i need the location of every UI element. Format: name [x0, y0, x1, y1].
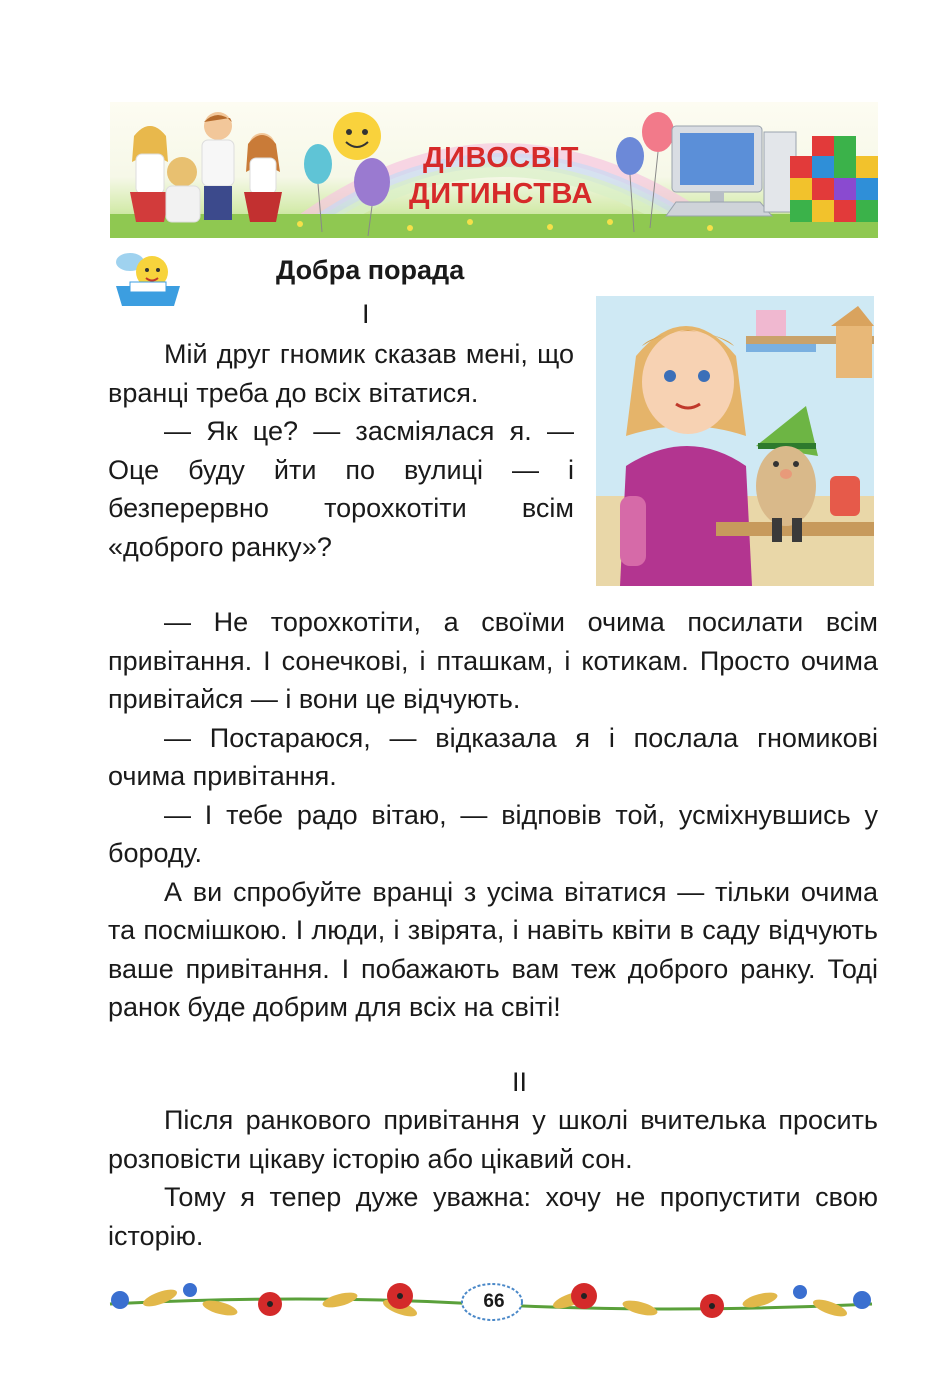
banner-title: [390, 140, 612, 212]
story-text-part2: [108, 1101, 878, 1255]
children-group: [130, 112, 282, 222]
story-text-wide: [108, 603, 878, 1027]
paragraph: Після ранкового привітання у школі вчителька просить розповісти цікаву історію або цікавий сон.: [108, 1105, 878, 1174]
paragraph: А ви спробуйте вранці з усіма вітатися — тільки очима та посмішкою. І люди, і звірята, і навіть квіти в саду відчують ваше привітання. І побажають вам теж доброго ранку. Тоді ранок буде добрим для всіх на світі!: [108, 876, 878, 1022]
paragraph: — Постараюся, — відказала я і послала гномикові очима привітання.: [108, 722, 878, 791]
toy-blocks: [790, 136, 878, 222]
banner-title-line1: ДИВОСВІТ: [423, 142, 579, 174]
story-text-narrow: [108, 335, 574, 566]
computer: [666, 126, 796, 216]
part-label-2: II: [512, 1067, 528, 1097]
banner-title-line2: ДИТИНСТВА: [409, 178, 593, 210]
part-label-1: I: [362, 299, 370, 329]
paragraph: — І тебе радо вітаю, — відповів той, усміхнувшись у бороду.: [108, 799, 878, 868]
section-banner: [110, 102, 878, 238]
paragraph: — Не торохкотіти, а своїми очима посилати всім привітання. І сонечкові, і пташкам, і котикам. Просто очима привітайся — і вони це відчують.: [108, 607, 878, 714]
paragraph: Тому я тепер дуже уважна: хочу не пропустити свою історію.: [108, 1182, 878, 1251]
story-title: Добра порада: [276, 255, 465, 285]
paragraph: Мій друг гномик сказав мені, що вранці треба до всіх вітатися.: [108, 339, 574, 408]
reading-child-icon: [110, 250, 184, 308]
paragraph: — Як це? — засміялася я. — Оце буду йти по вулиці — і безперервно торохкотіти всім «доброго ранку»?: [108, 416, 574, 562]
girl-and-gnome-illustration: [596, 296, 874, 586]
page-number: 66: [483, 1291, 505, 1312]
